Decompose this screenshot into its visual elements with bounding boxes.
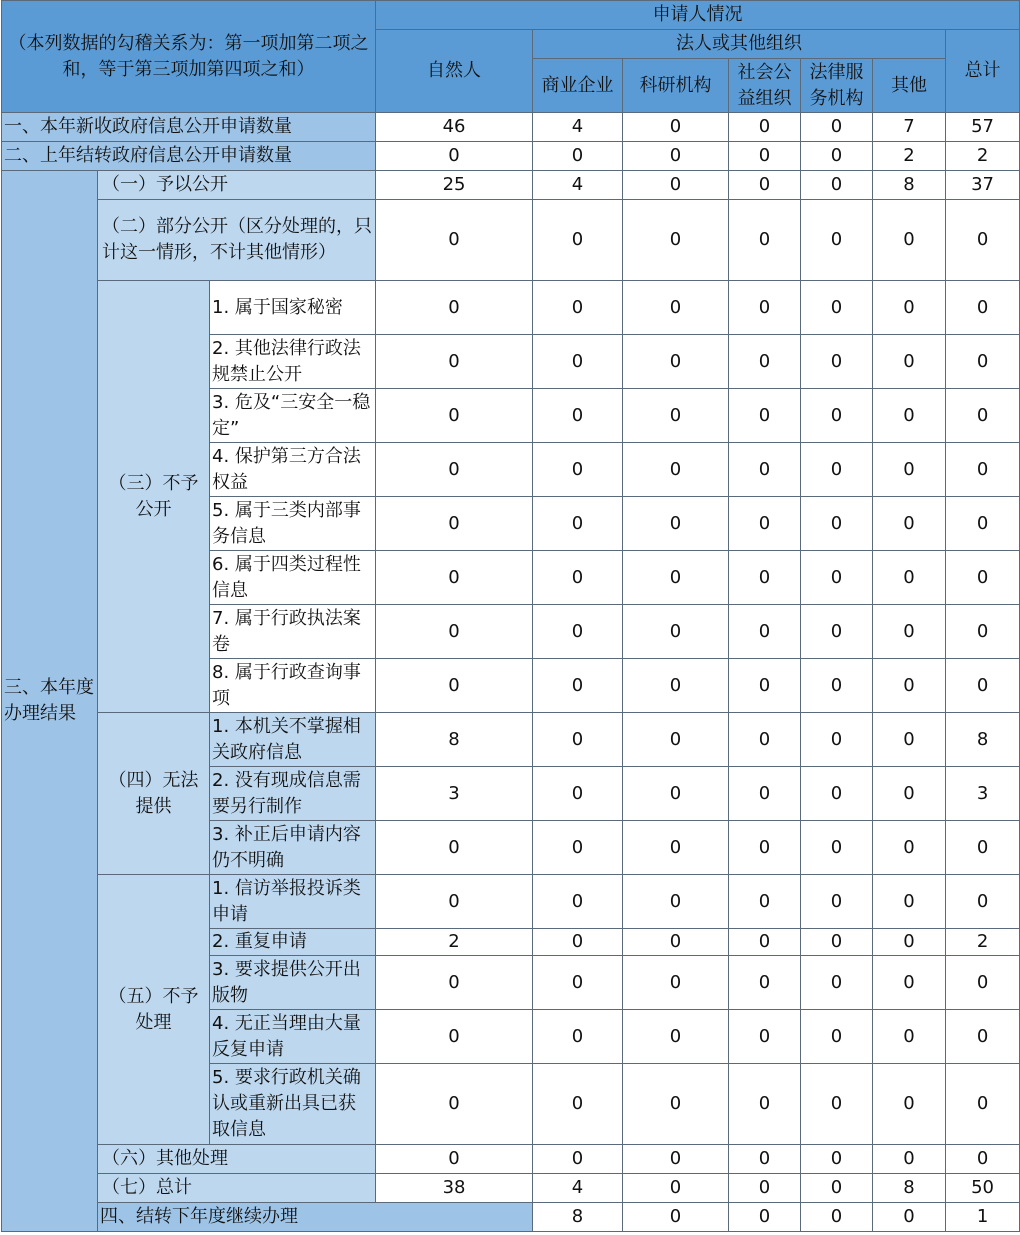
- cell: 0: [533, 605, 623, 659]
- cell: 0: [533, 335, 623, 389]
- cell: 0: [801, 335, 873, 389]
- cell: 0: [946, 821, 1020, 875]
- cell: 0: [729, 281, 801, 335]
- cell: 0: [801, 875, 873, 929]
- cell: 0: [623, 659, 729, 713]
- row-label: 3. 危及“三安全一稳定”: [210, 389, 376, 443]
- cell: 0: [376, 281, 533, 335]
- public-welfare-header: 社会公益组织: [729, 59, 801, 113]
- cell: 0: [873, 335, 946, 389]
- cell: 0: [623, 1010, 729, 1064]
- row-label: 6. 属于四类过程性信息: [210, 551, 376, 605]
- cell: 0: [623, 1203, 729, 1232]
- cell: 0: [729, 113, 801, 142]
- cell: 0: [623, 389, 729, 443]
- cell: 0: [873, 605, 946, 659]
- cell: 0: [623, 713, 729, 767]
- row-label: 8. 属于行政查询事项: [210, 659, 376, 713]
- cell: 4: [533, 1174, 623, 1203]
- row-label: 一、本年新收政府信息公开申请数量: [2, 113, 376, 142]
- other-header: 其他: [873, 59, 946, 113]
- cell: 0: [946, 281, 1020, 335]
- cell: 7: [873, 113, 946, 142]
- cell: 0: [729, 767, 801, 821]
- cell: 0: [623, 443, 729, 497]
- cell: 0: [623, 821, 729, 875]
- total-header: 总计: [946, 30, 1020, 113]
- cell: 0: [873, 956, 946, 1010]
- cell: 0: [801, 200, 873, 281]
- row-label: 1. 属于国家秘密: [210, 281, 376, 335]
- cell: 0: [729, 1174, 801, 1203]
- cell: 0: [873, 875, 946, 929]
- cell: 0: [801, 1145, 873, 1174]
- cell: 2: [946, 142, 1020, 171]
- cell: 0: [533, 551, 623, 605]
- cell: 4: [533, 171, 623, 200]
- cell: 0: [873, 659, 946, 713]
- cell: 0: [533, 443, 623, 497]
- cell: 8: [533, 1203, 623, 1232]
- cell: 8: [873, 171, 946, 200]
- cell: 0: [729, 659, 801, 713]
- group-4-label: （四）无法提供: [98, 713, 210, 875]
- cell: 0: [729, 1064, 801, 1145]
- cell: 0: [533, 1064, 623, 1145]
- cell: 0: [801, 821, 873, 875]
- cell: 0: [376, 1010, 533, 1064]
- cell: 0: [729, 389, 801, 443]
- cell: 0: [801, 142, 873, 171]
- row-label: 7. 属于行政执法案卷: [210, 605, 376, 659]
- cell: 0: [533, 1010, 623, 1064]
- cell: 0: [729, 551, 801, 605]
- cell: 0: [873, 551, 946, 605]
- cell: 0: [729, 1010, 801, 1064]
- cell: 0: [623, 956, 729, 1010]
- cell: 0: [801, 171, 873, 200]
- cell: 0: [533, 1145, 623, 1174]
- cell: 0: [533, 497, 623, 551]
- cell: 0: [623, 171, 729, 200]
- row-label: 5. 属于三类内部事务信息: [210, 497, 376, 551]
- cell: 0: [729, 956, 801, 1010]
- cell: 0: [801, 929, 873, 956]
- cell: 0: [873, 200, 946, 281]
- cell: 0: [729, 1203, 801, 1232]
- cell: 0: [873, 497, 946, 551]
- research-header: 科研机构: [623, 59, 729, 113]
- row-label: （二）部分公开（区分处理的，只计这一情形，不计其他情形）: [98, 200, 376, 281]
- cell: 0: [801, 389, 873, 443]
- cell: 0: [729, 875, 801, 929]
- group-5-label: （五）不予处理: [98, 875, 210, 1145]
- cell: 0: [873, 1203, 946, 1232]
- cell: 0: [533, 200, 623, 281]
- cell: 0: [729, 200, 801, 281]
- cell: 0: [801, 497, 873, 551]
- cell: 0: [533, 281, 623, 335]
- cell: 0: [533, 956, 623, 1010]
- cell: 46: [376, 113, 533, 142]
- cell: 0: [801, 767, 873, 821]
- row-label: 3. 补正后申请内容仍不明确: [210, 821, 376, 875]
- cell: 0: [623, 497, 729, 551]
- cell: 0: [946, 335, 1020, 389]
- cell: 8: [946, 713, 1020, 767]
- cell: 0: [801, 1174, 873, 1203]
- cell: 0: [623, 551, 729, 605]
- row-label: （六）其他处理: [98, 1145, 376, 1174]
- cell: 0: [946, 551, 1020, 605]
- cell: 0: [873, 821, 946, 875]
- cell: 0: [376, 200, 533, 281]
- legal-service-header: 法律服务机构: [801, 59, 873, 113]
- cell: 0: [801, 659, 873, 713]
- cell: 0: [946, 956, 1020, 1010]
- cell: 0: [873, 389, 946, 443]
- cell: 0: [729, 497, 801, 551]
- cell: 0: [533, 389, 623, 443]
- cell: 0: [729, 821, 801, 875]
- cell: 2: [873, 142, 946, 171]
- cell: 0: [533, 767, 623, 821]
- cell: 57: [946, 113, 1020, 142]
- cell: 8: [873, 1174, 946, 1203]
- cell: 0: [946, 1145, 1020, 1174]
- cell: 0: [623, 605, 729, 659]
- cell: 0: [623, 113, 729, 142]
- row-label: 2. 其他法律行政法规禁止公开: [210, 335, 376, 389]
- cell: 0: [801, 605, 873, 659]
- row-label: （一）予以公开: [98, 171, 376, 200]
- cell: 8: [376, 713, 533, 767]
- cell: 0: [376, 821, 533, 875]
- row-label: （七）总计: [98, 1174, 376, 1203]
- cell: 0: [801, 1010, 873, 1064]
- cell: 0: [946, 200, 1020, 281]
- cell: 0: [873, 281, 946, 335]
- cell: 2: [376, 929, 533, 956]
- cell: 0: [873, 1010, 946, 1064]
- cell: 0: [946, 497, 1020, 551]
- cell: 50: [946, 1174, 1020, 1203]
- cell: 0: [729, 335, 801, 389]
- cell: 0: [376, 551, 533, 605]
- cell: 0: [946, 659, 1020, 713]
- cell: 0: [946, 1064, 1020, 1145]
- cell: 0: [801, 443, 873, 497]
- cell: 0: [873, 767, 946, 821]
- row-label: 4. 无正当理由大量反复申请: [210, 1010, 376, 1064]
- cell: 0: [873, 713, 946, 767]
- cell: 0: [623, 1145, 729, 1174]
- applicant-header: 申请人情况: [376, 1, 1020, 30]
- cell: 0: [623, 929, 729, 956]
- group-3-label: （三）不予公开: [98, 281, 210, 713]
- cell: 0: [376, 443, 533, 497]
- cell: 2: [946, 929, 1020, 956]
- cell: 0: [376, 497, 533, 551]
- cell: 3: [946, 767, 1020, 821]
- section-3-label: 三、本年度办理结果: [2, 171, 98, 1232]
- cell: 0: [873, 929, 946, 956]
- cell: 0: [801, 956, 873, 1010]
- row-label: 3. 要求提供公开出版物: [210, 956, 376, 1010]
- cell: 0: [801, 281, 873, 335]
- cell: 0: [946, 605, 1020, 659]
- cell: 0: [801, 551, 873, 605]
- cell: 0: [729, 171, 801, 200]
- cell: 0: [729, 142, 801, 171]
- cell: 0: [376, 605, 533, 659]
- legal-group-header: 法人或其他组织: [533, 30, 946, 59]
- cell: 0: [376, 389, 533, 443]
- cell: 0: [623, 1064, 729, 1145]
- cell: 0: [623, 142, 729, 171]
- cell: 0: [376, 956, 533, 1010]
- cell: 0: [873, 1064, 946, 1145]
- cell: 0: [801, 1064, 873, 1145]
- cell: 0: [946, 1010, 1020, 1064]
- cell: 0: [376, 1145, 533, 1174]
- cell: 0: [729, 929, 801, 956]
- note-cell: （本列数据的勾稽关系为：第一项加第二项之和，等于第三项加第四项之和）: [2, 1, 376, 113]
- cell: 0: [623, 1174, 729, 1203]
- cell: 0: [623, 767, 729, 821]
- cell: 0: [729, 443, 801, 497]
- row-label: 5. 要求行政机关确认或重新出具已获取信息: [210, 1064, 376, 1145]
- cell: 0: [623, 875, 729, 929]
- row-label: 1. 信访举报投诉类申请: [210, 875, 376, 929]
- cell: 0: [729, 713, 801, 767]
- cell: 0: [946, 875, 1020, 929]
- cell: 3: [376, 767, 533, 821]
- cell: 0: [623, 335, 729, 389]
- cell: 0: [873, 1145, 946, 1174]
- cell: 0: [729, 605, 801, 659]
- cell: 4: [533, 113, 623, 142]
- cell: 0: [623, 200, 729, 281]
- cell: 0: [623, 281, 729, 335]
- cell: 0: [801, 113, 873, 142]
- cell: 0: [533, 929, 623, 956]
- cell: 0: [376, 335, 533, 389]
- cell: 0: [376, 659, 533, 713]
- row-label: 二、上年结转政府信息公开申请数量: [2, 142, 376, 171]
- natural-person-header: 自然人: [376, 30, 533, 113]
- cell: 1: [946, 1203, 1020, 1232]
- cell: 0: [533, 713, 623, 767]
- cell: 0: [801, 1203, 873, 1232]
- cell: 0: [376, 875, 533, 929]
- business-header: 商业企业: [533, 59, 623, 113]
- row-label: 1. 本机关不掌握相关政府信息: [210, 713, 376, 767]
- cell: 0: [533, 821, 623, 875]
- row-label: 四、结转下年度继续办理: [98, 1203, 533, 1232]
- cell: 0: [729, 1145, 801, 1174]
- cell: 0: [376, 1064, 533, 1145]
- cell: 38: [376, 1174, 533, 1203]
- cell: 0: [801, 713, 873, 767]
- cell: 0: [533, 875, 623, 929]
- cell: 0: [946, 389, 1020, 443]
- cell: 0: [946, 443, 1020, 497]
- cell: 0: [533, 142, 623, 171]
- row-label: 2. 重复申请: [210, 929, 376, 956]
- cell: 25: [376, 171, 533, 200]
- cell: 0: [873, 443, 946, 497]
- cell: 0: [533, 659, 623, 713]
- statistics-table: [1, 0, 1020, 1232]
- row-label: 4. 保护第三方合法权益: [210, 443, 376, 497]
- row-label: 2. 没有现成信息需要另行制作: [210, 767, 376, 821]
- cell: 0: [376, 142, 533, 171]
- cell: 37: [946, 171, 1020, 200]
